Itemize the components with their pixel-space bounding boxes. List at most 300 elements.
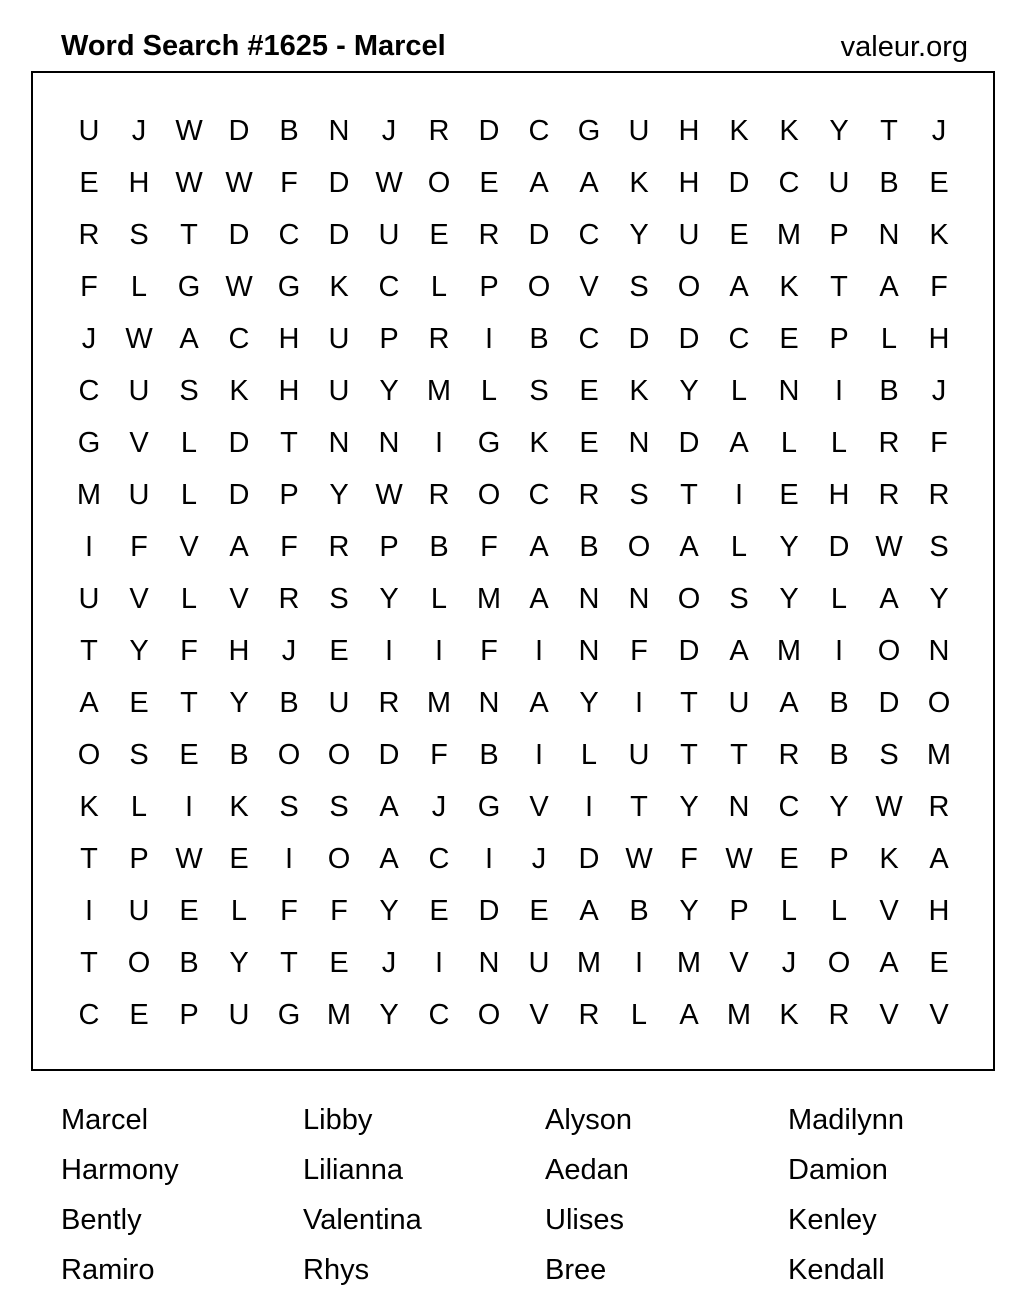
grid-cell: B <box>479 739 499 771</box>
grid-cell: S <box>629 479 649 511</box>
grid-cell: O <box>77 739 101 771</box>
grid-cell: D <box>678 635 700 667</box>
grid-cell: J <box>531 843 547 875</box>
grid-cell: B <box>279 115 299 147</box>
grid-cell: I <box>384 635 394 667</box>
grid-cell: I <box>584 791 594 823</box>
grid-cell: F <box>280 895 298 927</box>
word-list-item: Harmony <box>61 1154 179 1186</box>
grid-cell: P <box>729 895 749 927</box>
grid-cell: F <box>130 531 148 563</box>
grid-cell: U <box>128 479 150 511</box>
grid-cell: C <box>778 167 800 199</box>
grid-cell: B <box>429 531 449 563</box>
grid-cell: A <box>379 791 399 823</box>
grid-cell: T <box>280 947 298 979</box>
grid-cell: A <box>879 583 899 615</box>
grid-cell: V <box>529 999 549 1031</box>
grid-cell: M <box>776 635 802 667</box>
grid-cell: T <box>730 739 748 771</box>
grid-cell: P <box>379 323 399 355</box>
grid-cell: L <box>780 895 798 927</box>
grid-cell: B <box>829 739 849 771</box>
grid-cell: W <box>175 843 203 875</box>
grid-cell: R <box>428 323 450 355</box>
grid-cell: K <box>729 115 749 147</box>
grid-cell: U <box>628 115 650 147</box>
grid-cell: N <box>578 583 600 615</box>
grid-cell: J <box>931 115 947 147</box>
site-name: valeur.org <box>840 31 968 63</box>
grid-cell: L <box>780 427 798 459</box>
grid-cell: A <box>729 427 749 459</box>
grid-cell: J <box>931 375 947 407</box>
grid-cell: H <box>678 115 700 147</box>
grid-cell: W <box>175 115 203 147</box>
grid-cell: N <box>778 375 800 407</box>
grid-cell: R <box>78 219 100 251</box>
grid-cell: D <box>878 687 900 719</box>
grid-cell: O <box>877 635 901 667</box>
word-list-item: Valentina <box>303 1204 422 1236</box>
grid-cell: Y <box>829 115 849 147</box>
grid-cell: D <box>628 323 650 355</box>
grid-cell: N <box>578 635 600 667</box>
grid-cell: I <box>534 635 544 667</box>
grid-cell: A <box>679 999 699 1031</box>
grid-cell: B <box>179 947 199 979</box>
grid-cell: M <box>926 739 952 771</box>
grid-cell: E <box>779 843 799 875</box>
grid-cell: T <box>180 687 198 719</box>
grid-cell: H <box>128 167 150 199</box>
grid-cell: I <box>434 427 444 459</box>
grid-cell: H <box>228 635 250 667</box>
grid-cell: K <box>879 843 899 875</box>
grid-cell: W <box>875 791 903 823</box>
grid-cell: H <box>678 167 700 199</box>
grid-cell: E <box>529 895 549 927</box>
grid-cell: Y <box>329 479 349 511</box>
grid-cell: S <box>929 531 949 563</box>
grid-cell: C <box>778 791 800 823</box>
grid-cell: A <box>729 271 749 303</box>
grid-cell: A <box>529 531 549 563</box>
grid-cell: V <box>879 999 899 1031</box>
grid-cell: W <box>225 271 253 303</box>
grid-cell: U <box>78 115 100 147</box>
grid-cell: J <box>381 947 397 979</box>
grid-cell: Y <box>929 583 949 615</box>
grid-cell: F <box>330 895 348 927</box>
grid-cell: D <box>728 167 750 199</box>
grid-cell: H <box>278 375 300 407</box>
word-list-item: Bree <box>545 1254 607 1286</box>
grid-cell: G <box>77 427 101 459</box>
grid-cell: N <box>628 427 650 459</box>
grid-cell: F <box>280 167 298 199</box>
grid-cell: A <box>79 687 99 719</box>
grid-cell: S <box>279 791 299 823</box>
grid-cell: F <box>930 271 948 303</box>
grid-cell: O <box>477 999 501 1031</box>
grid-cell: T <box>280 427 298 459</box>
grid-cell: Y <box>229 947 249 979</box>
grid-cell: B <box>579 531 599 563</box>
grid-cell: I <box>434 635 444 667</box>
grid-cell: U <box>228 999 250 1031</box>
grid-cell: S <box>329 791 349 823</box>
grid-cell: M <box>426 375 452 407</box>
grid-cell: J <box>781 947 797 979</box>
grid-cell: V <box>579 271 599 303</box>
grid-cell: N <box>928 635 950 667</box>
grid-cell: C <box>428 843 450 875</box>
grid-cell: T <box>80 843 98 875</box>
grid-cell: A <box>579 895 599 927</box>
grid-cell: B <box>829 687 849 719</box>
grid-cell: Y <box>679 791 699 823</box>
grid-cell: A <box>529 583 549 615</box>
grid-cell: M <box>676 947 702 979</box>
grid-cell: W <box>375 167 403 199</box>
grid-cell: I <box>734 479 744 511</box>
grid-cell: U <box>128 895 150 927</box>
grid-cell: M <box>76 479 102 511</box>
grid-cell: T <box>830 271 848 303</box>
grid-cell: U <box>328 375 350 407</box>
grid-cell: T <box>80 947 98 979</box>
grid-cell: D <box>828 531 850 563</box>
word-list-item: Alyson <box>545 1104 633 1136</box>
grid-cell: V <box>179 531 199 563</box>
grid-cell: I <box>284 843 294 875</box>
grid-cell: F <box>480 531 498 563</box>
grid-cell: L <box>430 271 448 303</box>
grid-cell: W <box>125 323 153 355</box>
grid-cell: K <box>229 375 249 407</box>
grid-cell: O <box>127 947 151 979</box>
grid-cell: N <box>328 427 350 459</box>
grid-cell: U <box>328 687 350 719</box>
grid-cell: C <box>278 219 300 251</box>
grid-cell: Y <box>379 375 399 407</box>
grid-cell: N <box>328 115 350 147</box>
grid-cell: T <box>180 219 198 251</box>
grid-cell: E <box>779 479 799 511</box>
grid-cell: M <box>426 687 452 719</box>
grid-cell: K <box>329 271 349 303</box>
grid-cell: L <box>180 583 198 615</box>
word-list-item: Marcel <box>61 1104 149 1136</box>
grid-cell: B <box>879 375 899 407</box>
grid-cell: I <box>834 635 844 667</box>
grid-cell: S <box>729 583 749 615</box>
grid-cell: U <box>528 947 550 979</box>
grid-cell: O <box>627 531 651 563</box>
grid-cell: O <box>327 739 351 771</box>
word-list-item: Kendall <box>788 1254 885 1286</box>
grid-cell: R <box>828 999 850 1031</box>
grid-cell: W <box>225 167 253 199</box>
grid-cell: S <box>879 739 899 771</box>
grid-cell: T <box>680 687 698 719</box>
grid-cell: Y <box>779 583 799 615</box>
grid-cell: G <box>477 791 501 823</box>
grid-cell: C <box>528 479 550 511</box>
grid-cell: L <box>130 791 148 823</box>
grid-cell: K <box>629 375 649 407</box>
grid-cell: L <box>430 583 448 615</box>
grid-cell: U <box>678 219 700 251</box>
grid-cell: L <box>130 271 148 303</box>
grid-cell: M <box>776 219 802 251</box>
grid-cell: Y <box>829 791 849 823</box>
grid-cell: K <box>929 219 949 251</box>
grid-cell: R <box>878 427 900 459</box>
grid-cell: G <box>177 271 201 303</box>
grid-cell: F <box>80 271 98 303</box>
grid-cell: D <box>328 167 350 199</box>
grid-cell: R <box>578 999 600 1031</box>
grid-cell: O <box>527 271 551 303</box>
grid-cell: D <box>478 895 500 927</box>
grid-cell: W <box>875 531 903 563</box>
grid-cell: I <box>634 947 644 979</box>
grid-cell: F <box>930 427 948 459</box>
grid-cell: I <box>634 687 644 719</box>
grid-cell: L <box>830 583 848 615</box>
grid-cell: R <box>778 739 800 771</box>
grid-cell: G <box>477 427 501 459</box>
word-list-item: Madilynn <box>788 1104 905 1136</box>
grid-cell: V <box>129 427 149 459</box>
grid-cell: H <box>828 479 850 511</box>
grid-cell: D <box>678 323 700 355</box>
grid-cell: L <box>230 895 248 927</box>
grid-cell: P <box>479 271 499 303</box>
grid-cell: I <box>484 843 494 875</box>
grid-cell: F <box>630 635 648 667</box>
grid-cell: M <box>576 947 602 979</box>
grid-cell: B <box>629 895 649 927</box>
grid-cell: V <box>129 583 149 615</box>
grid-cell: E <box>229 843 249 875</box>
grid-cell: R <box>478 219 500 251</box>
grid-cell: F <box>480 635 498 667</box>
grid-cell: J <box>281 635 297 667</box>
grid-cell: T <box>880 115 898 147</box>
grid-cell: J <box>431 791 447 823</box>
grid-cell: Y <box>129 635 149 667</box>
grid-cell: L <box>730 375 748 407</box>
grid-cell: M <box>726 999 752 1031</box>
grid-cell: A <box>929 843 949 875</box>
grid-cell: N <box>478 687 500 719</box>
grid-cell: A <box>779 687 799 719</box>
grid-cell: I <box>84 895 94 927</box>
grid-cell: O <box>827 947 851 979</box>
grid-cell: E <box>79 167 99 199</box>
grid-cell: H <box>928 323 950 355</box>
grid-cell: E <box>129 687 149 719</box>
grid-cell: K <box>629 167 649 199</box>
grid-cell: A <box>379 843 399 875</box>
grid-cell: S <box>179 375 199 407</box>
grid-cell: E <box>929 167 949 199</box>
grid-cell: W <box>725 843 753 875</box>
grid-cell: U <box>328 323 350 355</box>
word-list-item: Aedan <box>545 1154 629 1186</box>
grid-cell: O <box>677 271 701 303</box>
grid-cell: D <box>328 219 350 251</box>
grid-cell: L <box>880 323 898 355</box>
grid-cell: E <box>579 375 599 407</box>
grid-cell: C <box>728 323 750 355</box>
grid-cell: K <box>779 999 799 1031</box>
grid-cell: P <box>279 479 299 511</box>
grid-cell: D <box>678 427 700 459</box>
word-list-item: Libby <box>303 1104 373 1136</box>
word-list-item: Bently <box>61 1204 142 1236</box>
grid-cell: S <box>129 739 149 771</box>
grid-cell: J <box>131 115 147 147</box>
grid-cell: C <box>578 323 600 355</box>
letter-grid <box>31 71 995 1071</box>
grid-cell: E <box>329 635 349 667</box>
grid-cell: K <box>779 115 799 147</box>
grid-cell: P <box>179 999 199 1031</box>
grid-cell: P <box>379 531 399 563</box>
word-list-item: Damion <box>788 1154 888 1186</box>
grid-cell: L <box>830 427 848 459</box>
grid-cell: W <box>175 167 203 199</box>
grid-cell: P <box>129 843 149 875</box>
grid-cell: A <box>529 167 549 199</box>
grid-cell: F <box>430 739 448 771</box>
word-list-item: Rhys <box>303 1254 370 1286</box>
grid-cell: O <box>677 583 701 615</box>
grid-cell: Y <box>679 375 699 407</box>
page-title: Word Search #1625 - Marcel <box>61 30 446 62</box>
grid-cell: M <box>476 583 502 615</box>
grid-cell: I <box>834 375 844 407</box>
grid-cell: I <box>434 947 444 979</box>
grid-cell: Y <box>679 895 699 927</box>
grid-cell: Y <box>379 895 399 927</box>
grid-cell: A <box>179 323 199 355</box>
grid-cell: V <box>729 947 749 979</box>
grid-cell: L <box>630 999 648 1031</box>
grid-cell: E <box>329 947 349 979</box>
grid-cell: U <box>628 739 650 771</box>
grid-cell: D <box>578 843 600 875</box>
grid-cell: D <box>228 427 250 459</box>
grid-cell: G <box>577 115 601 147</box>
grid-cell: L <box>180 479 198 511</box>
grid-cell: R <box>328 531 350 563</box>
grid-cell: B <box>529 323 549 355</box>
grid-cell: L <box>730 531 748 563</box>
grid-cell: E <box>479 167 499 199</box>
grid-cell: T <box>680 479 698 511</box>
grid-cell: D <box>228 219 250 251</box>
grid-cell: E <box>579 427 599 459</box>
grid-cell: J <box>81 323 97 355</box>
grid-cell: S <box>129 219 149 251</box>
grid-cell: S <box>529 375 549 407</box>
grid-cell: R <box>878 479 900 511</box>
grid-cell: B <box>879 167 899 199</box>
grid-cell: D <box>378 739 400 771</box>
grid-cell: S <box>629 271 649 303</box>
grid-cell: V <box>529 791 549 823</box>
word-list-item: Ulises <box>545 1204 624 1236</box>
grid-cell: U <box>728 687 750 719</box>
grid-cell: D <box>528 219 550 251</box>
grid-cell: C <box>228 323 250 355</box>
grid-cell: E <box>729 219 749 251</box>
grid-cell: O <box>327 843 351 875</box>
grid-cell: E <box>179 895 199 927</box>
grid-cell: Y <box>579 687 599 719</box>
grid-cell: A <box>879 947 899 979</box>
grid-cell: H <box>278 323 300 355</box>
grid-cell: V <box>879 895 899 927</box>
grid-cell: C <box>78 375 100 407</box>
grid-cell: H <box>928 895 950 927</box>
grid-cell: U <box>828 167 850 199</box>
grid-cell: T <box>80 635 98 667</box>
grid-cell: K <box>529 427 549 459</box>
grid-cell: V <box>929 999 949 1031</box>
grid-cell: K <box>229 791 249 823</box>
grid-cell: C <box>578 219 600 251</box>
grid-cell: I <box>484 323 494 355</box>
grid-cell: C <box>428 999 450 1031</box>
grid-cell: U <box>128 375 150 407</box>
grid-cell: B <box>279 687 299 719</box>
grid-cell: D <box>228 115 250 147</box>
grid-cell: G <box>277 999 301 1031</box>
grid-cell: R <box>928 479 950 511</box>
grid-cell: N <box>478 947 500 979</box>
grid-cell: L <box>830 895 848 927</box>
grid-cell: A <box>879 271 899 303</box>
grid-cell: I <box>84 531 94 563</box>
grid-cell: E <box>929 947 949 979</box>
grid-cell: G <box>277 271 301 303</box>
grid-cell: O <box>427 167 451 199</box>
grid-cell: R <box>428 479 450 511</box>
grid-cell: E <box>179 739 199 771</box>
grid-cell: N <box>628 583 650 615</box>
grid-cell: L <box>480 375 498 407</box>
grid-cell: E <box>429 895 449 927</box>
word-list-item: Kenley <box>788 1204 877 1236</box>
grid-cell: J <box>381 115 397 147</box>
grid-cell: W <box>375 479 403 511</box>
grid-cell: P <box>829 219 849 251</box>
grid-cell: P <box>829 323 849 355</box>
grid-cell: K <box>79 791 99 823</box>
grid-cell: L <box>180 427 198 459</box>
grid-cell: N <box>378 427 400 459</box>
grid-cell: N <box>728 791 750 823</box>
grid-cell: R <box>278 583 300 615</box>
grid-cell: A <box>679 531 699 563</box>
grid-cell: A <box>579 167 599 199</box>
